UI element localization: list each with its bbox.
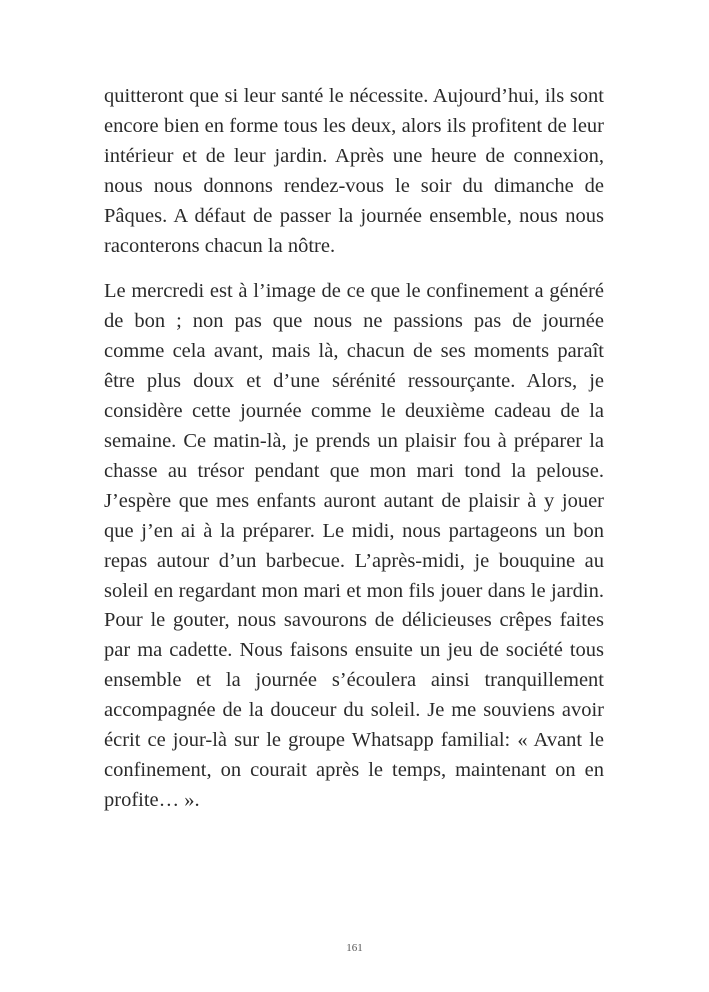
paragraph-1: quitteront que si leur santé le nécessite. Aujourd’hui, ils sont encore bien en forme tous les deux, alors ils profitent de leur intérieur et de leur jardin. Après une heure de connexion, nous nous donnons rendez-vous le soir du dimanche de Pâques. A défaut de passer la journée ensemble, nous nous raconterons chacun la nôtre. [104,85,604,257]
page-number: 161 [346,942,363,954]
body-text [104,82,604,816]
paragraph-2: Le mercredi est à l’image de ce que le confinement a généré de bon ; non pas que nous ne passions pas de journée comme cela avant, mais là, chacun de ses moments paraît être plus doux et d’une sérénité ressourçante. Alors, je considère cette journée comme le deuxième cadeau de la semaine. Ce matin-là, je prends un plaisir fou à préparer la chasse au trésor pendant que mon mari tond la pelouse. J’espère que mes enfants auront autant de plaisir à y jouer que j’en ai à la préparer. Le midi, nous partageons un bon repas autour d’un barbecue. L’après-midi, je bouquine au soleil en regardant mon mari et mon fils jouer dans le jardin. Pour le gouter, nous savourons de délicieuses crêpes faites par ma cadette. Nous faisons ensuite un jeu de société tous ensemble et la journée s’écoulera ainsi tranquillement accompagnée de la douceur du soleil. Je me souviens avoir écrit ce jour-là sur le groupe Whatsapp familial: « Avant le confinement, on courait après le temps, maintenant on en profite… ». [104,280,604,811]
